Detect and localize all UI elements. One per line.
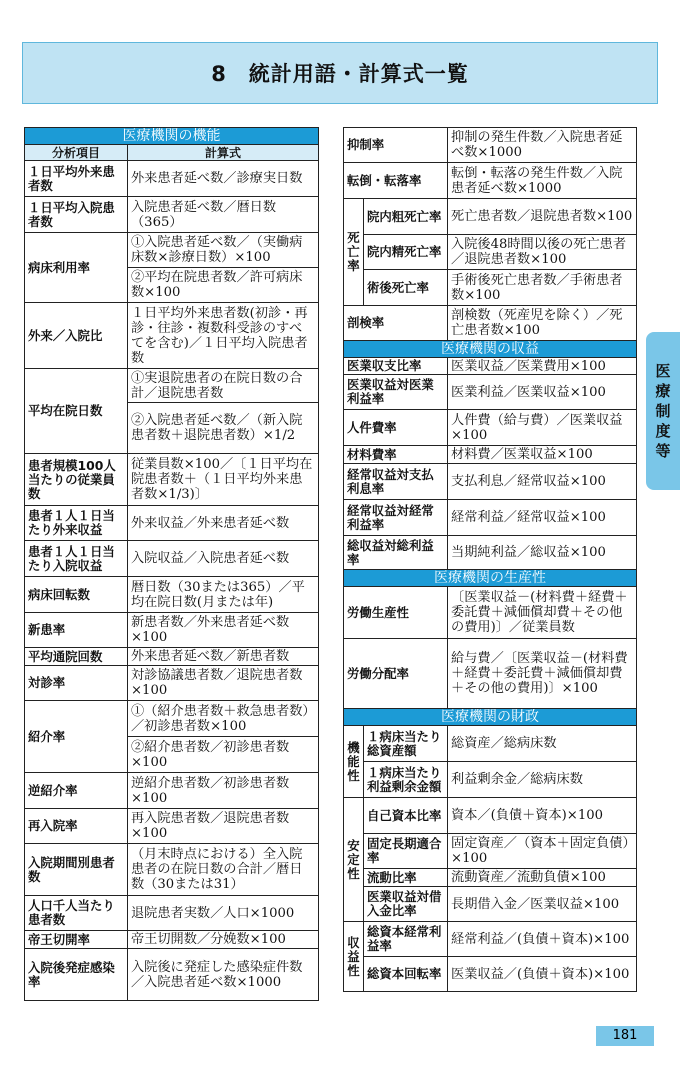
row-label: １日平均外来患者数 (25, 161, 128, 197)
row-formula: 外来収益／外来患者延べ数 (128, 506, 319, 541)
formula-line: 給与費／〔医業収益－(材料費＋経費＋委託費＋減価償却費 (451, 651, 628, 681)
table-row (344, 358, 637, 375)
table-row (344, 500, 637, 536)
formula-line: ＋その他の費用)〕×100 (451, 681, 598, 696)
row-label: 病床回転数 (25, 577, 128, 613)
tab-char: 療 (655, 382, 671, 400)
row-label: 材料費率 (344, 446, 448, 464)
table-row (25, 896, 319, 931)
table-row (25, 233, 319, 268)
row-label: 患者規模100人当たりの従業員数 (25, 454, 128, 506)
row-label: 入院後発症感染率 (25, 949, 128, 1001)
row-label: 総資本回転率 (364, 957, 448, 992)
table-row (344, 798, 637, 834)
table-row (344, 834, 637, 869)
table-row (344, 128, 637, 163)
table-row (25, 197, 319, 233)
row-formula: 逆紹介患者数／初診患者数×100 (128, 773, 319, 809)
row-label: 患者１人１日当たり入院収益 (25, 541, 128, 577)
group-label-function: 機 能 性 (344, 726, 364, 798)
row-label: 入院期間別患者数 (25, 844, 128, 896)
row-label: 病床利用率 (25, 233, 128, 303)
row-label: 人口千人当たり患者数 (25, 896, 128, 931)
row-label: 経常収益対支払利息率 (344, 464, 448, 500)
table-row (344, 639, 637, 709)
row-formula: 外来患者延べ数／診療実日数 (128, 161, 319, 197)
row-formula: ②紹介患者数／初診患者数×100 (128, 737, 319, 773)
row-label: 逆紹介率 (25, 773, 128, 809)
table-row (344, 726, 637, 762)
group-label-profitability: 収 益 性 (344, 922, 364, 992)
section-title: 医療機関の生産性 (344, 570, 637, 587)
table-row (344, 922, 637, 957)
section-title: 医療機関の収益 (344, 341, 637, 358)
page-title: 8 統計用語・計算式一覧 (211, 62, 469, 86)
table-row (25, 809, 319, 844)
row-formula: 当期純利益／総収益×100 (448, 536, 637, 570)
column-header-item: 分析項目 (25, 145, 128, 161)
row-label: 術後死亡率 (364, 270, 448, 306)
table-row (344, 410, 637, 446)
row-label: 医業収益対借入金比率 (364, 887, 448, 922)
row-formula: 医業収益／(負債＋資本)×100 (448, 957, 637, 992)
row-formula: 経常利益／経常収益×100 (448, 500, 637, 536)
table-row (344, 887, 637, 922)
section-title: 医療機関の財政 (344, 709, 637, 726)
table-row (344, 235, 637, 270)
row-formula: 暦日数（30または365）／平均在院日数(月または年) (128, 577, 319, 613)
row-label: 医業収支比率 (344, 358, 448, 375)
chapter-tab[interactable] (646, 332, 680, 490)
row-formula: 入院後に発症した感染症件数／入院患者延べ数×1000 (128, 949, 319, 1001)
tab-char: 医 (655, 362, 671, 380)
row-formula: ①入院患者延べ数／（実働病床数×診療日数）×100 (128, 233, 319, 268)
row-formula: ①実退院患者の在院日数の合計／退院患者数 (128, 369, 319, 403)
table-row (25, 701, 319, 737)
row-formula: 抑制の発生件数／入院患者延べ数×1000 (448, 128, 637, 163)
row-label: 剖検率 (344, 306, 448, 341)
table-row (25, 773, 319, 809)
row-label: 対診率 (25, 666, 128, 701)
row-formula: 材料費／医業収益×100 (448, 446, 637, 464)
row-formula: 固定資産／（資本＋固定負債）×100 (448, 834, 637, 869)
row-formula: 総資産／総病床数 (448, 726, 637, 762)
table-row (25, 949, 319, 1001)
section-title: 医療機関の機能 (25, 128, 319, 145)
table-row (25, 303, 319, 369)
table-row (344, 464, 637, 500)
column-header-formula: 計算式 (128, 145, 319, 161)
row-formula: 再入院患者数／退院患者数×100 (128, 809, 319, 844)
row-label: 総収益対総利益率 (344, 536, 448, 570)
row-formula: 利益剰余金／総病床数 (448, 762, 637, 798)
row-formula: 対診協議患者数／退院患者数×100 (128, 666, 319, 701)
row-formula: 従業員数×100／〔１日平均在院患者数＋（１日平均外来患者数×1/3)〕 (128, 454, 319, 506)
row-formula: 手術後死亡患者数／手術患者数×100 (448, 270, 637, 306)
group-label-stability: 安 定 性 (344, 798, 364, 922)
row-formula: 入院収益／入院患者延べ数 (128, 541, 319, 577)
row-label: 医業収益対医業利益率 (344, 375, 448, 410)
row-formula: 医業収益／医業費用×100 (448, 358, 637, 375)
table-row (25, 666, 319, 701)
row-formula: 入院後48時間以後の死亡患者／退院患者数×100 (448, 235, 637, 270)
tab-char: 等 (655, 442, 671, 460)
row-formula: 支払利息／経常収益×100 (448, 464, 637, 500)
table-row (25, 506, 319, 541)
table-row (25, 844, 319, 896)
row-label: 抑制率 (344, 128, 448, 163)
row-label: 労働分配率 (344, 639, 448, 709)
page-header (22, 42, 658, 104)
row-formula: 死亡患者数／退院患者数×100 (448, 199, 637, 235)
row-formula: 新患者数／外来患者延べ数×100 (128, 613, 319, 648)
table-row (25, 648, 319, 666)
row-label: 外来／入院比 (25, 303, 128, 369)
row-label: 新患率 (25, 613, 128, 648)
table-row (25, 454, 319, 506)
row-label: １日平均入院患者数 (25, 197, 128, 233)
table-row (25, 613, 319, 648)
table-row (344, 957, 637, 992)
row-label: 患者１人１日当たり外来収益 (25, 506, 128, 541)
function-table (24, 127, 319, 1001)
table-row (344, 536, 637, 570)
row-formula: １日平均外来患者数(初診・再診・往診・複数科受診のすべてを含む)／１日平均入院患者数 (128, 303, 319, 369)
tab-char: 度 (655, 422, 671, 440)
table-row (344, 587, 637, 639)
row-label: 労働生産性 (344, 587, 448, 639)
table-row (25, 369, 319, 403)
row-label: 自己資本比率 (364, 798, 448, 834)
row-formula: 〔医業収益－(材料費＋経費＋委託費＋減価償却費＋その他の費用)〕／従業員数 (448, 587, 637, 639)
row-label: 紹介率 (25, 701, 128, 773)
row-label: 総資本経常利益率 (364, 922, 448, 957)
row-label: 帝王切開率 (25, 931, 128, 949)
row-formula: 資本／(負債＋資本)×100 (448, 798, 637, 834)
row-label: １病床当たり総資産額 (364, 726, 448, 762)
row-formula: 長期借入金／医業収益×100 (448, 887, 637, 922)
row-formula: 流動資産／流動負債×100 (448, 869, 637, 887)
table-row (25, 577, 319, 613)
row-label: 院内粗死亡率 (364, 199, 448, 235)
table-row (25, 161, 319, 197)
row-formula: 外来患者延べ数／新患者数 (128, 648, 319, 666)
row-label: 院内精死亡率 (364, 235, 448, 270)
table-row (344, 306, 637, 341)
table-row (344, 375, 637, 410)
table-row (344, 446, 637, 464)
row-formula: ②平均在院患者数／許可病床数×100 (128, 268, 319, 303)
row-label: 平均在院日数 (25, 369, 128, 454)
row-label: １病床当たり利益剰余金額 (364, 762, 448, 798)
metrics-table (343, 127, 637, 992)
row-formula: 剖検数（死産児を除く）／死亡患者数×100 (448, 306, 637, 341)
row-formula: 退院患者実数／人口×1000 (128, 896, 319, 931)
row-formula (448, 639, 637, 709)
table-row (344, 163, 637, 199)
row-label: 人件費率 (344, 410, 448, 446)
table-row (25, 541, 319, 577)
row-formula: 帝王切開数／分娩数×100 (128, 931, 319, 949)
row-label: 固定長期適合率 (364, 834, 448, 869)
table-row (344, 869, 637, 887)
group-label-mortality: 死 亡 率 (344, 199, 364, 306)
tab-char: 制 (655, 402, 671, 420)
row-formula: 医業利益／医業収益×100 (448, 375, 637, 410)
row-label: 経常収益対経常利益率 (344, 500, 448, 536)
row-label: 転倒・転落率 (344, 163, 448, 199)
table-row (344, 762, 637, 798)
table-row (344, 199, 637, 235)
row-formula: 転倒・転落の発生件数／入院患者延べ数×1000 (448, 163, 637, 199)
row-label: 再入院率 (25, 809, 128, 844)
table-row (25, 931, 319, 949)
row-label: 流動比率 (364, 869, 448, 887)
row-formula: 入院患者延べ数／暦日数（365） (128, 197, 319, 233)
row-formula: 人件費（給与費）／医業収益×100 (448, 410, 637, 446)
page-number: 181 (596, 1026, 654, 1046)
table-row (344, 270, 637, 306)
row-formula: ①（紹介患者数＋救急患者数）／初診患者数×100 (128, 701, 319, 737)
row-formula: 経常利益／(負債＋資本)×100 (448, 922, 637, 957)
row-label: 平均通院回数 (25, 648, 128, 666)
row-formula: ②入院患者延べ数／（新入院患者数＋退院患者数）×1/2 (128, 403, 319, 454)
row-formula: （月末時点における）全入院患者の在院日数の合計／暦日数（30または31） (128, 844, 319, 896)
